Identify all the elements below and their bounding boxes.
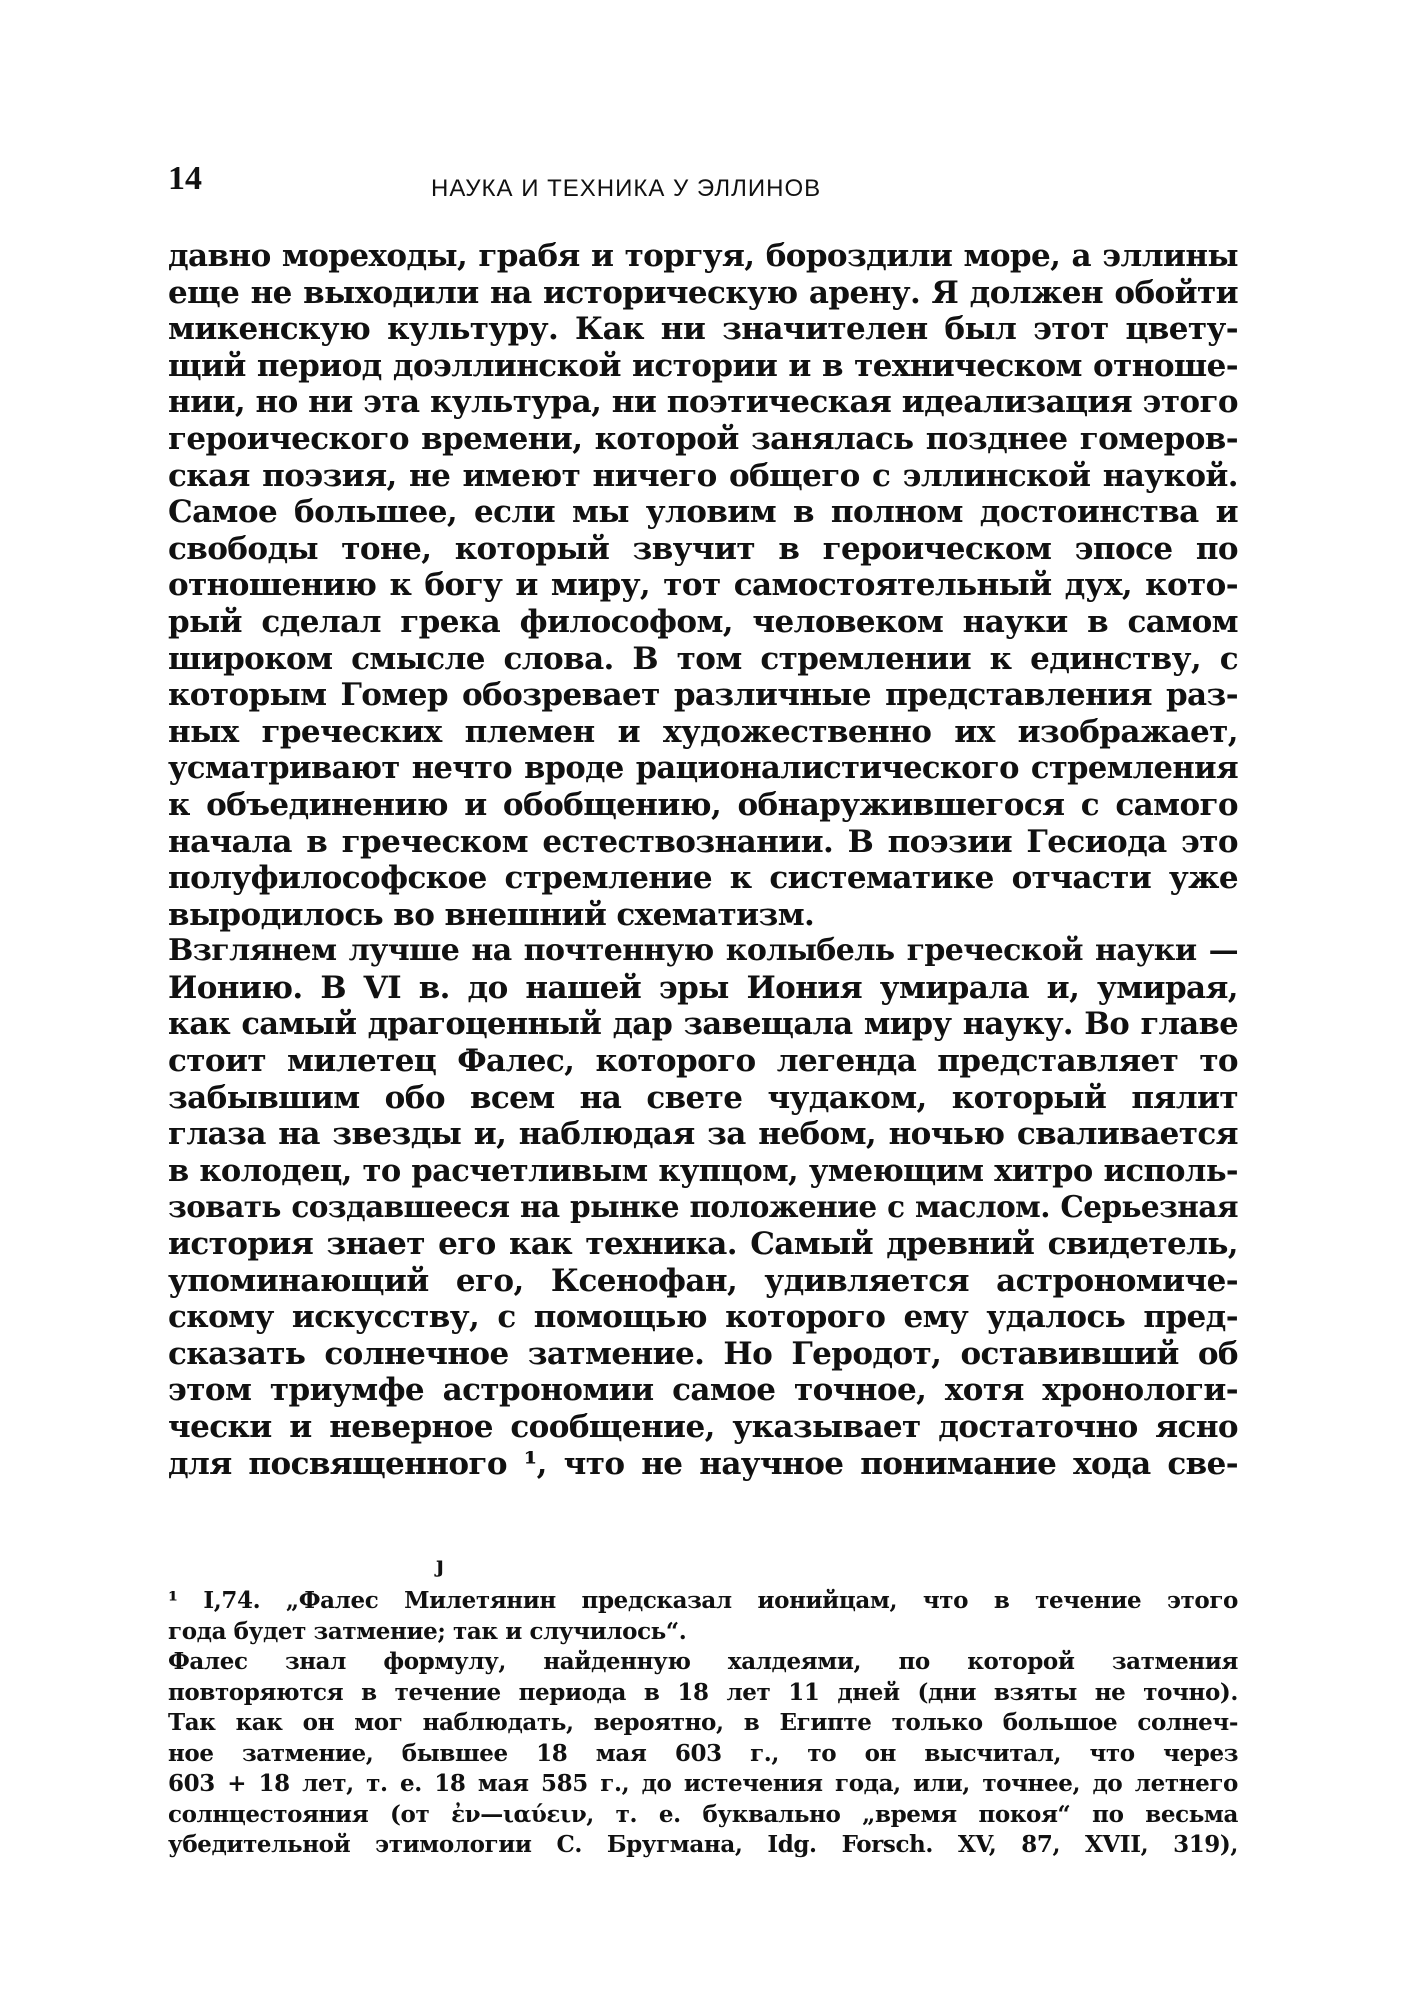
text-line: чески и неверное сообщение, указывает достаточно ясно bbox=[168, 1409, 1238, 1445]
text-line: упоминающий его, Ксенофан, удивляется астрономиче- bbox=[168, 1262, 1238, 1299]
text-line: сказать солнечное затмение. Но Геродот, оставивший об bbox=[168, 1335, 1238, 1372]
text-line: нии, но ни эта культура, ни поэтическая идеализация этого bbox=[168, 384, 1238, 421]
text-line: стоит милетец Фалес, которого легенда представляет то bbox=[168, 1043, 1238, 1080]
text-line: Самое большее, если мы уловим в полном достоинства и bbox=[168, 494, 1238, 531]
text-line: этом триумфе астрономии самое точное, хотя хронологи- bbox=[168, 1372, 1238, 1409]
footnotes bbox=[168, 1586, 1238, 1861]
text-line: зовать создавшееся на рынке положение с маслом. Серьезная bbox=[168, 1189, 1238, 1225]
text-line: Ионию. В VI в. до нашей эры Иония умирала и, умирая, bbox=[168, 969, 1238, 1006]
running-head: НАУКА И ТЕХНИКА У ЭЛЛИНОВ bbox=[431, 175, 822, 202]
footnote-line: Так как он мог наблюдать, вероятно, в Египте только большое солнеч- bbox=[168, 1709, 1238, 1736]
text-line: усматривают нечто вроде рационалистического стремления bbox=[168, 750, 1238, 787]
text-line: микенскую культуру. Как ни значителен был этот цвету- bbox=[168, 311, 1238, 348]
text-line: начала в греческом естествознании. В поэзии Гесиода это bbox=[168, 823, 1238, 860]
footnote-line: повторяются в течение периода в 18 лет 11 дней (дни взяты не точно). bbox=[168, 1678, 1238, 1706]
text-line: ных греческих племен и художественно их изображает, bbox=[168, 713, 1238, 750]
footnote-line: ное затмение, бывшее 18 мая 603 г., то он высчитал, что через bbox=[168, 1739, 1238, 1767]
text-line: история знает его как техника. Самый древний свидетель, bbox=[168, 1226, 1238, 1263]
footnote-line: солнцестояния (от ἐν—ιαύειν, т. е. буквально „время покоя“ по весьма bbox=[168, 1800, 1238, 1828]
text-line: героического времени, которой занялась позднее гомеров- bbox=[168, 420, 1238, 457]
text-line: которым Гомер обозревает различные представления раз- bbox=[168, 677, 1238, 714]
footnote-line: ¹ I,74. „Фалес Милетянин предсказал ионийцам, что в течение этого bbox=[168, 1587, 1238, 1614]
text-line: рый сделал грека философом, человеком науки в самом bbox=[168, 603, 1238, 640]
text-line: щий период доэллинской истории и в техническом отноше- bbox=[168, 347, 1238, 384]
page-header bbox=[168, 160, 1238, 210]
text-line: полуфилософское стремление к систематике отчасти уже bbox=[168, 860, 1238, 897]
text-line: для посвященного ¹, что не научное понимание хода све- bbox=[168, 1445, 1238, 1482]
text-line: забывшим обо всем на свете чудаком, который пялит bbox=[168, 1079, 1238, 1116]
footnote-divider-mark: ȷ bbox=[436, 1552, 444, 1578]
text-line: к объединению и обобщению, обнаружившегося с самого bbox=[168, 786, 1238, 823]
text-line: широком смысле слова. В том стремлении к единству, с bbox=[168, 640, 1238, 677]
text-line: выродилось во внешний схематизм. bbox=[168, 896, 815, 933]
text-line: Взглянем лучше на почтенную колыбель греческой науки — bbox=[168, 933, 1238, 969]
footnote-line: Фалес знал формулу, найденную халдеями, по которой затмения bbox=[168, 1648, 1238, 1675]
body-text bbox=[168, 238, 1238, 1482]
footnote-line: года будет затмение; так и случилось“. bbox=[168, 1617, 687, 1645]
footnote-line: убедительной этимологии С. Бругмана, Idg. Forsch. XV, 87, XVII, 319), bbox=[168, 1831, 1238, 1858]
page-number: 14 bbox=[168, 160, 202, 197]
text-line: отношению к богу и миру, тот самостоятельный дух, кото- bbox=[168, 567, 1238, 604]
text-line: в колодец, то расчетливым купцом, умеющим хитро исполь- bbox=[168, 1152, 1238, 1189]
text-line: давно мореходы, грабя и торгуя, бороздили море, а эллины bbox=[168, 238, 1238, 274]
text-line: скому искусству, с помощью которого ему удалось пред- bbox=[168, 1299, 1238, 1336]
text-line: свободы тоне, который звучит в героическом эпосе по bbox=[168, 530, 1238, 567]
text-line: глаза на звезды и, наблюдая за небом, ночью сваливается bbox=[168, 1116, 1238, 1153]
text-line: как самый драгоценный дар завещала миру науку. Во главе bbox=[168, 1006, 1238, 1043]
footnote-line: 603 + 18 лет, т. е. 18 мая 585 г., до истечения года, или, точнее, до летнего bbox=[168, 1770, 1238, 1797]
text-line: еще не выходили на историческую арену. Я должен обойти bbox=[168, 274, 1238, 311]
text-line: ская поэзия, не имеют ничего общего с эллинской наукой. bbox=[168, 457, 1238, 494]
